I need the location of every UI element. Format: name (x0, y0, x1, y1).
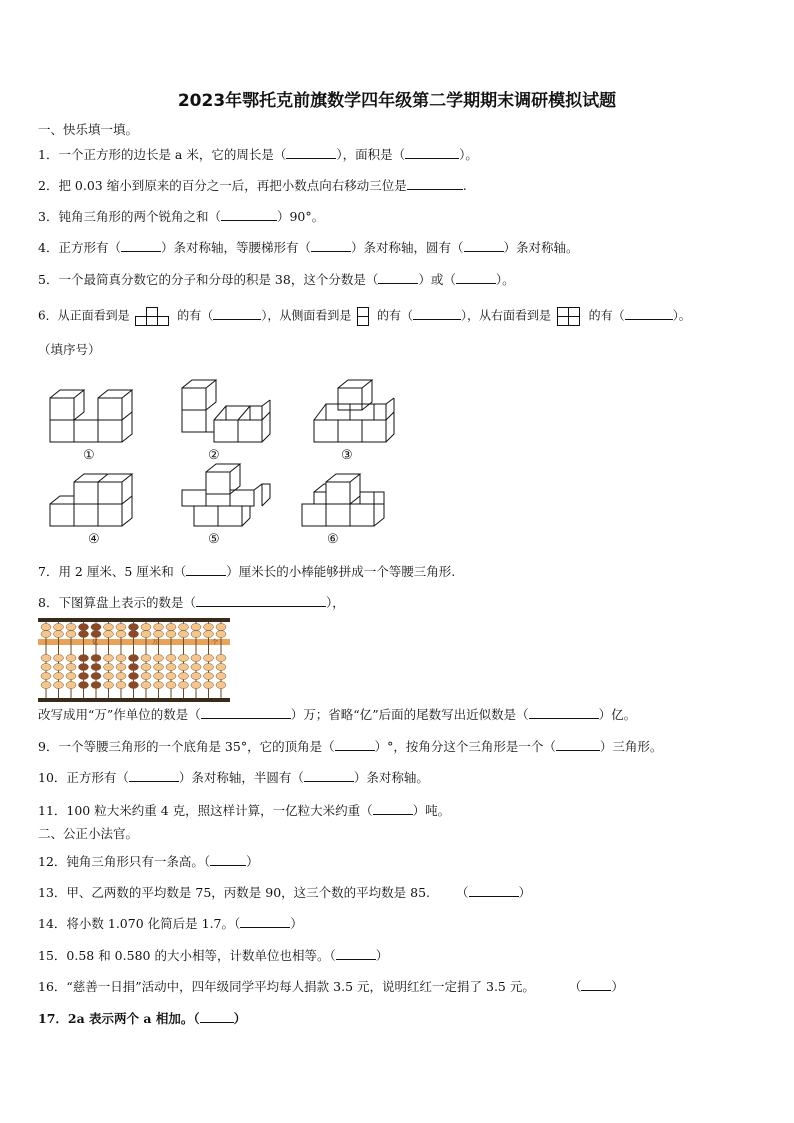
question-4: 4．正方形有（ ）条对称轴，等腰梯形有（ ）条对称轴，圆有（ ）条对称轴。 (38, 240, 579, 255)
figure-label-5: ⑤ (208, 532, 220, 547)
answer-blank[interactable] (221, 208, 277, 221)
answer-blank[interactable] (373, 802, 413, 815)
abacus-bead (204, 682, 214, 689)
abacus-bead (216, 664, 226, 671)
cube-figure-5 (174, 462, 274, 532)
abacus-bead (54, 682, 64, 689)
figure-label-4: ④ (88, 532, 100, 547)
abacus-bead (191, 664, 201, 671)
abacus-bead (54, 673, 64, 680)
abacus-bead (154, 682, 164, 689)
abacus-bead (66, 631, 76, 638)
abacus-bead (179, 682, 189, 689)
abacus-bead (116, 631, 126, 638)
abacus-bead (41, 655, 51, 662)
abacus-bead (166, 655, 176, 662)
abacus-bead (154, 655, 164, 662)
abacus-figure (38, 618, 230, 702)
abacus-bead (91, 664, 101, 671)
abacus-bead (104, 655, 114, 662)
abacus-bead (179, 655, 189, 662)
abacus-bead (41, 624, 51, 631)
abacus-bead (41, 682, 51, 689)
abacus-bead (191, 673, 201, 680)
answer-blank[interactable] (200, 1010, 234, 1023)
abacus-bead (41, 631, 51, 638)
abacus-bead (104, 682, 114, 689)
abacus-bead (91, 624, 101, 631)
abacus-bead (179, 664, 189, 671)
abacus-bead (166, 624, 176, 631)
answer-blank[interactable] (335, 738, 375, 751)
cube-figure-6 (294, 462, 394, 532)
answer-blank[interactable] (240, 915, 290, 928)
answer-blank[interactable] (129, 769, 179, 782)
abacus-bead (91, 631, 101, 638)
abacus-image (38, 618, 230, 702)
abacus-bead (204, 624, 214, 631)
abacus-bead (191, 631, 201, 638)
abacus-bead (191, 682, 201, 689)
question-13: 13．甲、乙两数的平均数是 75，丙数是 90，这三个数的平均数是 85. （ ） (38, 885, 532, 900)
answer-blank[interactable] (336, 947, 376, 960)
cube-figure-2 (174, 378, 274, 448)
question-5: 5．一个最简真分数它的分子和分母的积是 38，这个分数是（ ）或（ ）。 (38, 272, 515, 287)
answer-blank[interactable] (311, 239, 351, 252)
abacus-bead (204, 631, 214, 638)
abacus-label-ge: 个 (212, 639, 219, 646)
answer-blank[interactable] (469, 884, 519, 897)
answer-blank[interactable] (625, 307, 673, 320)
abacus-bead (166, 682, 176, 689)
question-17: 17．2a 表示两个 a 相加。（ ） (38, 1011, 247, 1026)
question-12: 12．钝角三角形只有一条高。（ ） (38, 854, 259, 869)
figure-label-6: ⑥ (327, 532, 339, 547)
figure-label-2: ② (208, 448, 220, 463)
abacus-bead (91, 682, 101, 689)
abacus-bead (179, 624, 189, 631)
abacus-bead (54, 655, 64, 662)
abacus-bead (129, 664, 139, 671)
abacus-bead (66, 682, 76, 689)
abacus-bead (79, 624, 89, 631)
cube-figure-3 (306, 378, 406, 448)
abacus-bead (116, 664, 126, 671)
answer-blank[interactable] (464, 239, 504, 252)
abacus-bead (79, 664, 89, 671)
page-title: 2023年鄂托克前旗数学四年级第二学期期末调研模拟试题 (177, 91, 617, 111)
cube-figure-1 (42, 378, 142, 448)
abacus-bead (104, 673, 114, 680)
abacus-bead (154, 673, 164, 680)
abacus-bead (54, 664, 64, 671)
answer-blank[interactable] (210, 853, 246, 866)
abacus-bead (66, 673, 76, 680)
abacus-bead (129, 673, 139, 680)
abacus-bead (204, 664, 214, 671)
question-11: 11．100 粒大米约重 4 克，照这样计算，一亿粒大米约重（ ）吨。 (38, 803, 451, 818)
abacus-bead (179, 673, 189, 680)
abacus-bead (191, 655, 201, 662)
section-heading-1: 一、快乐填一填。 (38, 122, 139, 137)
abacus-bead (154, 624, 164, 631)
abacus-bead (166, 673, 176, 680)
abacus-bead (66, 655, 76, 662)
abacus-bead (116, 655, 126, 662)
section-heading-2: 二、公正小法官。 (38, 826, 139, 841)
abacus-bead (141, 624, 151, 631)
question-8-rewrite: 改写成用“万”作单位的数是（ ）万；省略“亿”后面的尾数写出近似数是（ ）亿。 (38, 707, 637, 722)
question-2: 2．把 0.03 缩小到原来的百分之一后，再把小数点向右移动三位是 . (38, 178, 467, 193)
answer-blank[interactable] (196, 594, 326, 607)
answer-blank[interactable] (201, 706, 291, 719)
abacus-bead (141, 631, 151, 638)
abacus-bead (191, 624, 201, 631)
answer-blank[interactable] (186, 563, 226, 576)
abacus-bead (66, 624, 76, 631)
abacus-bead (54, 624, 64, 631)
abacus-bead (204, 655, 214, 662)
abacus-bead (166, 631, 176, 638)
front-view-shape-icon (135, 306, 171, 326)
abacus-bead (129, 655, 139, 662)
answer-blank[interactable] (378, 271, 418, 284)
abacus-bead (166, 664, 176, 671)
abacus-bead (116, 682, 126, 689)
answer-blank[interactable] (121, 239, 161, 252)
abacus-bead (154, 664, 164, 671)
answer-blank[interactable] (405, 146, 459, 159)
side-view-shape-icon (357, 306, 371, 326)
abacus-bead (179, 631, 189, 638)
abacus-bead (116, 624, 126, 631)
question-8: 8．下图算盘上表示的数是（ ）， (38, 595, 345, 610)
abacus-bead (41, 664, 51, 671)
question-14: 14．将小数 1.070 化简后是 1.7。（ ） (38, 916, 303, 931)
question-10: 10．正方形有（ ）条对称轴，半圆有（ ）条对称轴。 (38, 770, 429, 785)
question-1: 1．一个正方形的边长是 a 米，它的周长是（ ），面积是（ ）。 (38, 147, 478, 162)
answer-blank[interactable] (456, 271, 496, 284)
answer-blank[interactable] (529, 706, 599, 719)
question-7: 7．用 2 厘米、5 厘米和（ ）厘米长的小棒能够拼成一个等腰三角形. (38, 564, 456, 579)
abacus-bead (66, 664, 76, 671)
abacus-label-yi: 亿 (92, 639, 99, 646)
abacus-bead (216, 673, 226, 680)
abacus-label-wan: 万 (152, 639, 159, 646)
abacus-bead (141, 664, 151, 671)
abacus-bead (116, 673, 126, 680)
abacus-bead (91, 673, 101, 680)
abacus-bead (104, 624, 114, 631)
answer-blank[interactable] (413, 307, 461, 320)
abacus-bead (79, 655, 89, 662)
question-16: 16．“慈善一日捐”活动中，四年级同学平均每人捐款 3.5 元，说明红红一定捐了 3.5 元。 （ ） (38, 979, 624, 994)
answer-blank[interactable] (286, 146, 336, 159)
abacus-bead (216, 655, 226, 662)
answer-blank[interactable] (304, 769, 354, 782)
abacus-bead (141, 655, 151, 662)
answer-blank[interactable] (407, 177, 463, 190)
abacus-bead (216, 624, 226, 631)
abacus-bead (129, 631, 139, 638)
question-9: 9．一个等腰三角形的一个底角是 35°，它的顶角是（ ）°，按角分这个三角形是一个（ ）三角形。 (38, 739, 663, 754)
abacus-bead (104, 631, 114, 638)
abacus-bead (204, 673, 214, 680)
abacus-bead (104, 664, 114, 671)
abacus-bead (79, 682, 89, 689)
abacus-bead (41, 673, 51, 680)
abacus-bead (129, 624, 139, 631)
question-15: 15．0.58 和 0.580 的大小相等，计数单位也相等。（ ） (38, 948, 389, 963)
abacus-bead (54, 631, 64, 638)
abacus-bead (141, 682, 151, 689)
question-3: 3．钝角三角形的两个锐角之和（ ）90°。 (38, 209, 325, 224)
abacus-bead (129, 682, 139, 689)
answer-blank[interactable] (581, 978, 611, 991)
abacus-bead (141, 673, 151, 680)
figure-label-1: ① (83, 448, 95, 463)
abacus-bead (216, 682, 226, 689)
abacus-bead (154, 631, 164, 638)
abacus-bead (79, 673, 89, 680)
cube-figure-4 (42, 462, 142, 532)
abacus-bead (216, 631, 226, 638)
right-view-shape-icon (557, 306, 583, 326)
abacus-bead (91, 655, 101, 662)
answer-blank[interactable] (556, 738, 600, 751)
figure-label-3: ③ (341, 448, 353, 463)
abacus-bead (79, 631, 89, 638)
answer-blank[interactable] (213, 307, 261, 320)
fill-number-note: （填序号） (38, 342, 101, 357)
question-6: 6．从正面看到是 的有（ ），从侧面看到是 的有（ ），从右面看到是 的有（ ）。 (38, 306, 691, 326)
